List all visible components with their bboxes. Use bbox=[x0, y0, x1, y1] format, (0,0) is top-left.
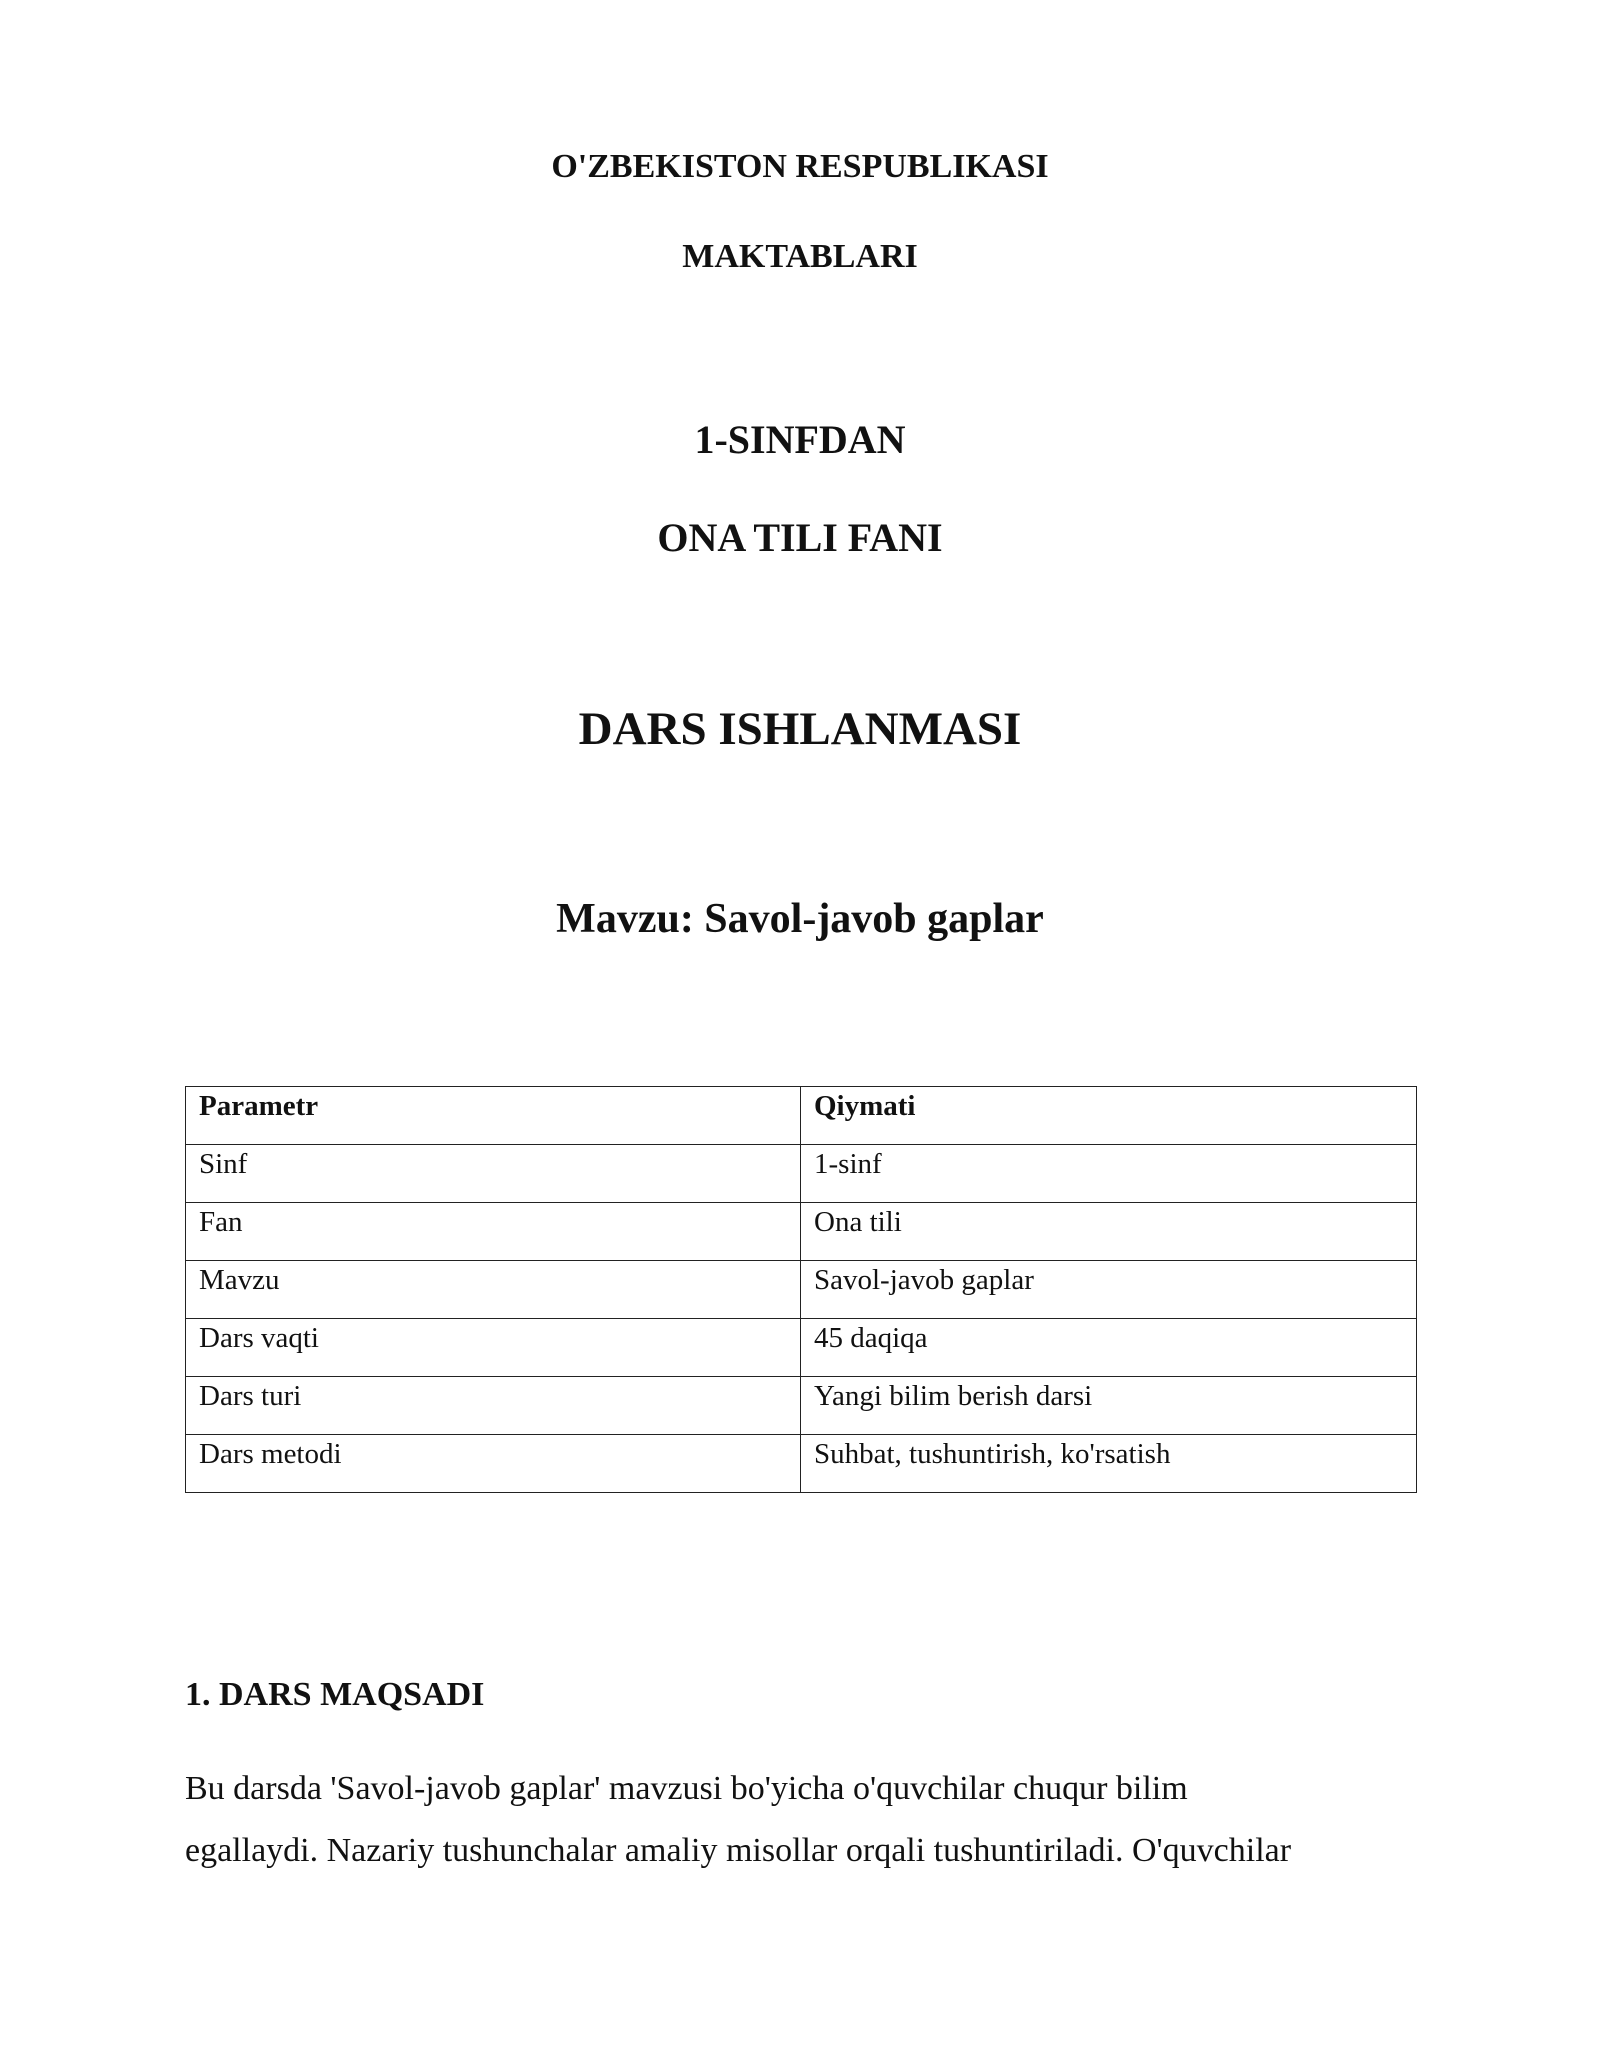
table-row bbox=[186, 1319, 1417, 1377]
table-row bbox=[186, 1435, 1417, 1493]
paragraph-line: egallaydi. Nazariy tushunchalar amaliy misollar orqali tushuntiriladi. O'quvchilar bbox=[185, 1832, 1292, 1869]
table-cell: 1-sinf bbox=[801, 1145, 1417, 1203]
lesson-topic: Mavzu: Savol-javob gaplar bbox=[556, 896, 1044, 942]
header-country: O'ZBEKISTON RESPUBLIKASI bbox=[551, 148, 1049, 185]
section-heading: 1. DARS MAQSADI bbox=[185, 1676, 485, 1713]
table-cell: Suhbat, tushuntirish, ko'rsatish bbox=[801, 1435, 1417, 1493]
table-row bbox=[186, 1145, 1417, 1203]
table-cell: Mavzu bbox=[186, 1261, 801, 1319]
header-schools: MAKTABLARI bbox=[682, 238, 918, 275]
table-cell: Yangi bilim berish darsi bbox=[801, 1377, 1417, 1435]
header-grade: 1-SINFDAN bbox=[694, 417, 906, 462]
table-cell: Sinf bbox=[186, 1145, 801, 1203]
table-row bbox=[186, 1377, 1417, 1435]
paragraph-line: Bu darsda 'Savol-javob gaplar' mavzusi bo'yicha o'quvchilar chuqur bilim bbox=[185, 1770, 1188, 1807]
section-paragraph bbox=[185, 1758, 1425, 1882]
table-cell: 45 daqiqa bbox=[801, 1319, 1417, 1377]
table-cell: Fan bbox=[186, 1203, 801, 1261]
table-cell: Dars metodi bbox=[186, 1435, 801, 1493]
header-subject: ONA TILI FANI bbox=[657, 515, 943, 560]
table-cell: Dars turi bbox=[186, 1377, 801, 1435]
table-cell: Dars vaqti bbox=[186, 1319, 801, 1377]
table-cell: Savol-javob gaplar bbox=[801, 1261, 1417, 1319]
document-title: DARS ISHLANMASI bbox=[578, 703, 1022, 755]
table-header-row bbox=[186, 1087, 1417, 1145]
lesson-info-table bbox=[185, 1086, 1417, 1493]
table-header-cell: Qiymati bbox=[801, 1087, 1417, 1145]
table-cell: Ona tili bbox=[801, 1203, 1417, 1261]
table-header-cell: Parametr bbox=[186, 1087, 801, 1145]
table-row bbox=[186, 1203, 1417, 1261]
table-row bbox=[186, 1261, 1417, 1319]
